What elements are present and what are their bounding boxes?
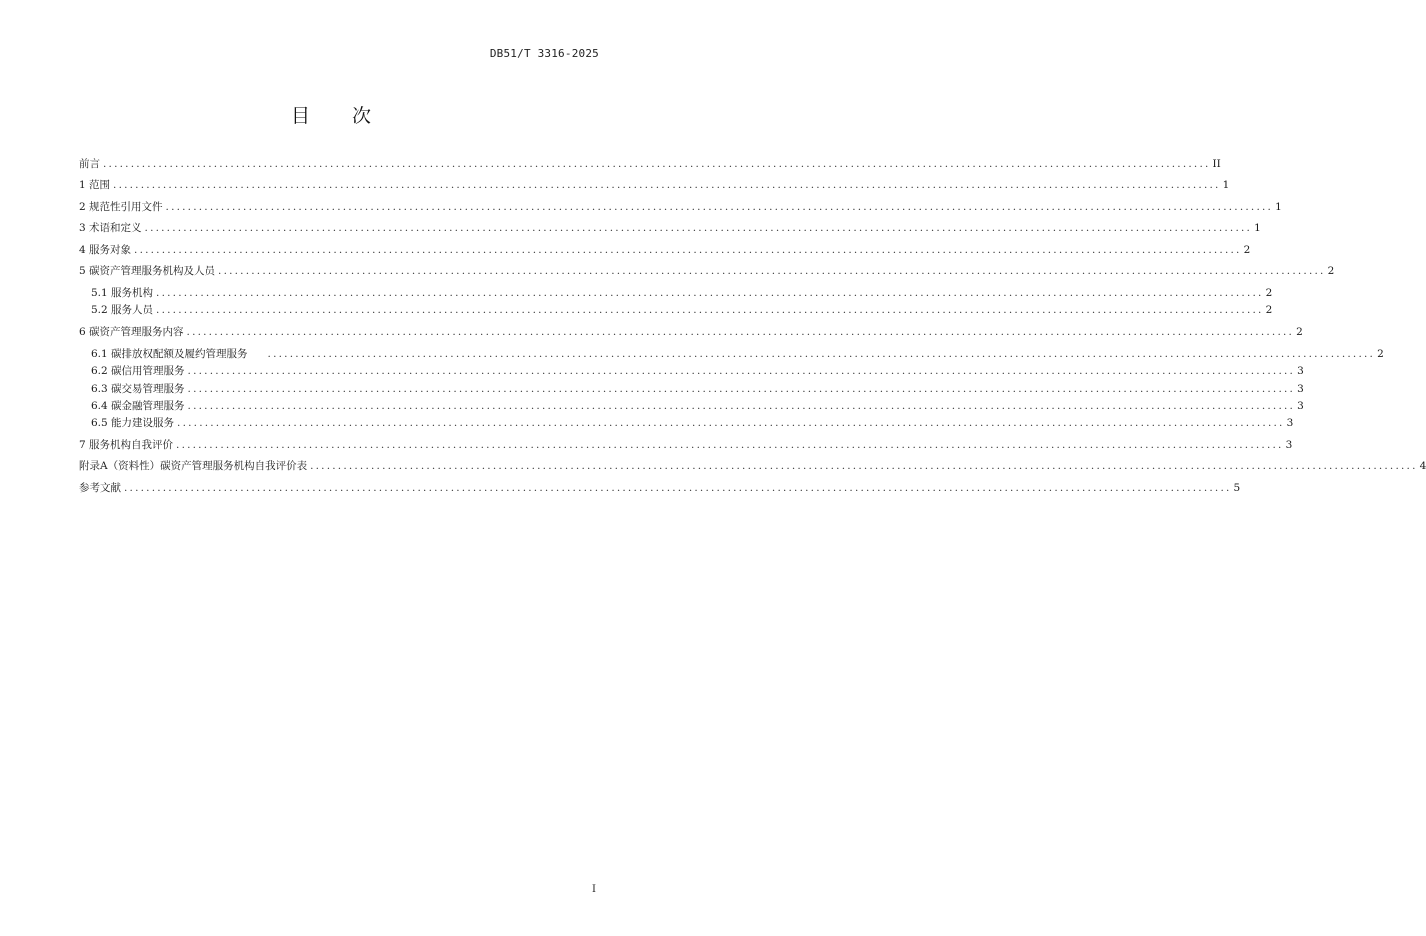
toc-leader: ........................................................................................................................................................................................................	[165, 201, 1274, 213]
toc-entry-service-objects[interactable]	[79, 242, 1251, 258]
toc-entry-foreword[interactable]	[79, 156, 1221, 172]
toc-entry-page: 2	[1327, 265, 1335, 277]
toc-entry-service-personnel[interactable]	[91, 302, 1273, 318]
toc-entry-label: 6.3 碳交易管理服务	[91, 383, 185, 395]
toc-entry-capacity-building[interactable]	[91, 415, 1294, 431]
toc-entry-page: 2	[1377, 348, 1384, 360]
toc-entry-carbon-trading[interactable]	[91, 381, 1304, 397]
toc-leader: ........................................................................................................................................................................................................	[187, 365, 1296, 377]
toc-entry-page: 2	[1265, 304, 1273, 316]
toc-entry-label: 1 范围	[79, 179, 111, 191]
toc-entry-page: 2	[1243, 244, 1251, 256]
toc-leader: ........................................................................................................................................................................................................	[267, 348, 1376, 360]
toc-entry-normative-references[interactable]	[79, 199, 1282, 215]
toc-entry-label: 6.1 碳排放权配额及履约管理服务	[91, 348, 248, 360]
toc-entry-page: 1	[1275, 201, 1282, 213]
toc-entry-carbon-finance[interactable]	[91, 398, 1304, 414]
toc-entry-label: 附录A（资料性）碳资产管理服务机构自我评价表	[79, 460, 308, 472]
toc-entry-page: 3	[1285, 439, 1293, 451]
toc-entry-quota-compliance[interactable]	[91, 346, 1384, 362]
toc-entry-label: 6.4 碳金融管理服务	[91, 400, 185, 412]
toc-entry-terms-definitions[interactable]	[79, 220, 1261, 236]
toc-leader: ........................................................................................................................................................................................................	[176, 439, 1284, 451]
toc-entry-label: 2 规范性引用文件	[79, 201, 163, 213]
toc-entry-page: 4	[1419, 460, 1426, 472]
toc-entry-page: 3	[1297, 365, 1304, 377]
toc-entry-label: 7 服务机构自我评价	[79, 439, 174, 451]
toc-entry-service-content[interactable]	[79, 324, 1303, 340]
toc-entry-service-institutions[interactable]	[91, 285, 1273, 301]
toc-entry-label: 3 术语和定义	[79, 222, 142, 234]
toc-entry-institutions-personnel[interactable]	[79, 263, 1335, 279]
toc-leader: ........................................................................................................................................................................................................	[186, 326, 1295, 338]
toc-entry-label: 5 碳资产管理服务机构及人员	[79, 265, 216, 277]
toc-leader: ........................................................................................................................................................................................................	[218, 265, 1326, 277]
toc-leader: ........................................................................................................................................................................................................	[156, 304, 1264, 316]
toc-leader: ........................................................................................................................................................................................................	[124, 482, 1232, 494]
toc-entry-page: 5	[1233, 482, 1241, 494]
toc-entry-carbon-credit[interactable]	[91, 363, 1304, 379]
toc-entry-page: 2	[1265, 287, 1273, 299]
toc-leader: ........................................................................................................................................................................................................	[144, 222, 1253, 234]
toc-entry-page: 1	[1222, 179, 1230, 191]
toc-leader: ........................................................................................................................................................................................................	[187, 400, 1296, 412]
toc-entry-page: 3	[1297, 383, 1304, 395]
toc-entry-label: 前言	[79, 158, 100, 170]
toc-entry-label: 5.1 服务机构	[91, 287, 154, 299]
toc-leader: ........................................................................................................................................................................................................	[177, 417, 1285, 429]
toc-entry-self-evaluation[interactable]	[79, 437, 1293, 453]
toc-leader: ........................................................................................................................................................................................................	[310, 460, 1418, 472]
toc-entry-appendix-a[interactable]	[79, 458, 1426, 474]
toc-entry-page: II	[1212, 158, 1221, 170]
toc-leader: ........................................................................................................................................................................................................	[103, 158, 1211, 170]
toc-entry-page: 2	[1296, 326, 1303, 338]
page-title: 目 次	[290, 105, 390, 127]
toc-entry-scope[interactable]	[79, 177, 1230, 193]
toc-entry-label: 5.2 服务人员	[91, 304, 154, 316]
toc-entry-label: 参考文献	[79, 482, 121, 494]
toc-leader: ........................................................................................................................................................................................................	[134, 244, 1242, 256]
toc-leader: ........................................................................................................................................................................................................	[187, 383, 1296, 395]
toc-entry-label: 6.5 能力建设服务	[91, 417, 175, 429]
toc-leader: ........................................................................................................................................................................................................	[156, 287, 1264, 299]
toc-entry-label: 4 服务对象	[79, 244, 132, 256]
toc-entry-bibliography[interactable]	[79, 480, 1241, 496]
toc-entry-page: 1	[1254, 222, 1261, 234]
toc-entry-page: 3	[1286, 417, 1294, 429]
toc-leader: ........................................................................................................................................................................................................	[113, 179, 1221, 191]
standard-code: DB51/T 3316-2025	[489, 47, 599, 60]
page-number: I	[592, 884, 596, 895]
toc-entry-page: 3	[1297, 400, 1304, 412]
toc-entry-label: 6.2 碳信用管理服务	[91, 365, 185, 377]
toc-entry-label: 6 碳资产管理服务内容	[79, 326, 184, 338]
